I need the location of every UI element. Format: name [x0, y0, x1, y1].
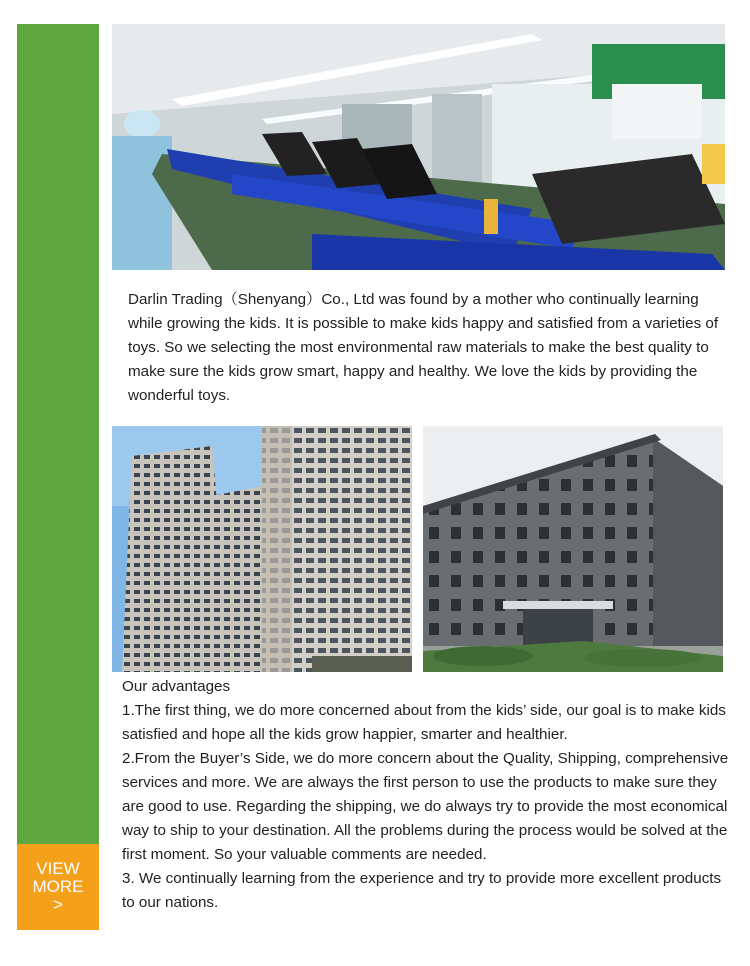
advantage-point-3: 3. We continually learning from the experience and try to provide more excellent products to our nations.	[122, 870, 722, 911]
view-more-button[interactable]	[17, 844, 99, 930]
side-bar	[17, 24, 99, 930]
advantages-section	[122, 675, 734, 915]
chevron-right-icon: >	[53, 895, 63, 914]
advantage-point-2: 2.From the Buyer’s Side, we do more concern about the Quality, Shipping, comprehensive services and more. We are always the first person to use the products to make sure they are good to use. Regarding the shipping, we do always try to provide the most economical way to ship to your destination. All the problems during the process would be solved at the first moment. So your valuable comments are needed.	[122, 750, 729, 863]
advantages-heading: Our advantages	[122, 678, 231, 695]
view-label: VIEW	[36, 859, 80, 878]
side-accent-bar	[17, 24, 99, 844]
company-intro-text: Darlin Trading（Shenyang）Co., Ltd was found by a mother who continually learning while growing the kids. It is possible to make kids happy and satisfied from a varieties of toys. So we selecting the most environmental raw materials to make the best quality to make sure the kids grow smart, happy and healthy. We love the kids by providing the wonderful toys.	[128, 291, 719, 404]
more-label: MORE	[32, 877, 84, 896]
advantage-point-1: 1.The first thing, we do more concerned about from the kids’ side, our goal is to make kids satisfied and hope all the kids grow happier, smarter and healthier.	[122, 702, 726, 743]
office-building-photo	[423, 426, 723, 672]
residential-tower-photo	[112, 426, 412, 672]
factory-assembly-line-photo	[112, 24, 725, 270]
